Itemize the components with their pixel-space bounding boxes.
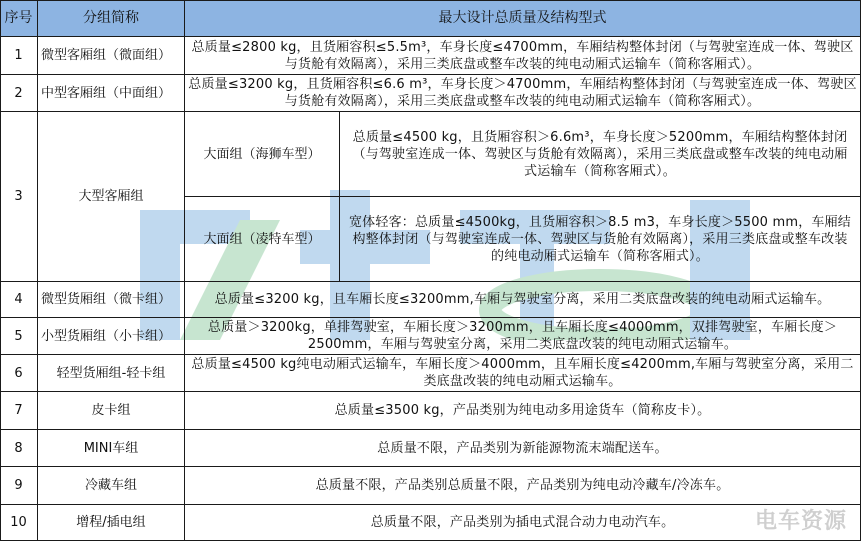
row-3b-subgroup: 大面组（凌特车型） (185, 197, 340, 282)
row-2-group: 中型客厢组（中面组） (38, 75, 185, 112)
row-8-index: 8 (0, 430, 38, 467)
row-3-group: 大型客厢组 (38, 112, 185, 282)
row-8-group: MINI车组 (38, 430, 185, 467)
row-3a-description: 总质量≤4500 kg，且货厢容积＞6.6m³，车身长度＞5200mm，车厢结构整体封闭（与驾驶室连成一体、驾驶区与货舱有效隔离），采用三类底盘或整车改装的纯电动厢式运输车（简称客厢式）。 (340, 112, 861, 197)
row-3b-description: 宽体轻客：总质量≤4500kg，且货厢容积＞8.5 m3，车身长度＞5500 mm，车厢结构整体封闭（与驾驶室连成一体、驾驶区与货舱有效隔离），采用三类底盘或整车改装的纯电动厢式运输车（简称客厢式）。 (340, 197, 861, 282)
row-9-group: 冷藏车组 (38, 467, 185, 505)
row-7-description: 总质量≤3500 kg，产品类别为纯电动多用途货车（简称皮卡）。 (185, 392, 861, 430)
row-6-index: 6 (0, 355, 38, 392)
row-10-description: 总质量不限，产品类别为插电式混合动力电动汽车。 (185, 505, 861, 541)
row-10-index: 10 (0, 505, 38, 541)
row-5-description: 总质量＞3200kg，单排驾驶室，车厢长度＞3200mm，且车厢长度≤4000mm，双排驾驶室，车厢长度＞2500mm，车厢与驾驶室分离，采用二类底盘改装的纯电动厢式运输车。 (185, 318, 861, 355)
row-10-group: 增程/插电组 (38, 505, 185, 541)
row-1-index: 1 (0, 37, 38, 75)
row-1-group: 微型客厢组（微面组） (38, 37, 185, 75)
row-9-description: 总质量不限，产品类别总质量不限，产品类别为纯电动冷藏车/冷冻车。 (185, 467, 861, 505)
row-6-group: 轻型货厢组-轻卡组 (38, 355, 185, 392)
row-9-index: 9 (0, 467, 38, 505)
row-5-index: 5 (0, 318, 38, 355)
row-2-description: 总质量≤3200 kg，且货厢容积≤6.6 m³，车身长度＞4700mm，车厢结构整体封闭（与驾驶室连成一体、驾驶区与货舱有效隔离），采用三类底盘或整车改装的纯电动厢式运输车（简称客厢式）。 (185, 75, 861, 112)
row-2-index: 2 (0, 75, 38, 112)
watermark-corner-text: 电车资源 (754, 509, 847, 534)
row-4-group: 微型货厢组（微卡组） (38, 282, 185, 318)
row-6-description: 总质量≤4500 kg纯电动厢式运输车，车厢长度＞4000mm，且车厢长度≤4200mm,车厢与驾驶室分离，采用二类底盘改装的纯电动厢式运输车。 (185, 355, 861, 392)
row-7-index: 7 (0, 392, 38, 430)
row-7-group: 皮卡组 (38, 392, 185, 430)
row-8-description: 总质量不限，产品类别为新能源物流末端配送车。 (185, 430, 861, 467)
row-4-index: 4 (0, 282, 38, 318)
row-3a-subgroup: 大面组（海狮车型） (185, 112, 340, 197)
header-group: 分组简称 (38, 0, 185, 37)
row-4-description: 总质量≤3200 kg，且车厢长度≤3200mm,车厢与驾驶室分离，采用二类底盘改装的纯电动厢式运输车。 (185, 282, 861, 318)
header-description: 最大设计总质量及结构型式 (185, 0, 861, 37)
row-1-description: 总质量≤2800 kg，且货厢容积≤5.5m³，车身长度≤4700mm，车厢结构整体封闭（与驾驶室连成一体、驾驶区与货舱有效隔离），采用三类底盘或整车改装的纯电动厢式运输车（简称客厢式）。 (185, 37, 861, 75)
row-5-group: 小型货厢组（小卡组） (38, 318, 185, 355)
header-index: 序号 (0, 0, 38, 37)
row-3-index: 3 (0, 112, 38, 282)
